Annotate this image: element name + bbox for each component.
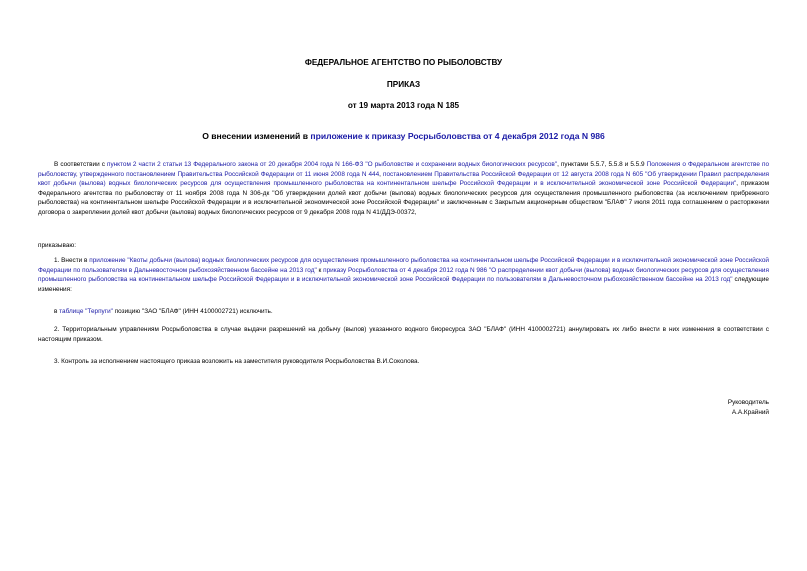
- preamble-link-resolution[interactable]: постановлением Правительства Российской Федерации от 12 августа 2008 года N 605 "Об утверждении Правил распределения квот добычи (вылова) водных биологических ресурсов для осуществления промышленного рыболовства на континентальном шельфе Российской Федерации и в исключительной экономической зоне Российской Федерации": [38, 170, 769, 187]
- item-1-text-2: к: [316, 266, 324, 274]
- item-3-paragraph: [38, 357, 769, 367]
- preamble-link-regulation[interactable]: Положения о Федеральном агентстве по рыболовству, утвержденного постановлением Правительства Российской Федерации от 11 июня 2008 года N 444: [38, 161, 769, 178]
- signature-name: А.А.Крайний: [731, 408, 769, 416]
- preamble-text-4: , приказом Федерального агентства по рыболовству от 11 ноября 2008 года N 306-дк "Об утверждении долей квот добычи (вылова) водных биологических ресурсов для осуществления промышленного рыболовства (за исключением прибрежного рыболовства) на континентальном шельфе Российской Федерации и в исключительной экономической зоне Российской Федерации" и заключенным с Закрытым акционерным обществом "БЛАФ" 7 июля 2011 года соглашением о расторжении договора о закреплении долей квот добычи (вылова) водных биологических ресурсов от 9 декабря 2008 года N 41/ДДЭ-00372,: [38, 180, 769, 216]
- item-3-text: 3. Контроль за исполнением настоящего приказа возложить на заместителя руководителя Росрыболовства В.И.Соколова.: [54, 358, 420, 365]
- agency-name: ФЕДЕРАЛЬНОЕ АГЕНТСТВО ПО РЫБОЛОВСТВУ: [304, 58, 503, 67]
- item-1-sub-paragraph: [38, 307, 769, 317]
- document-subject: [0, 131, 807, 141]
- signature-block: [728, 398, 769, 417]
- subject-link[interactable]: приложение к приказу Росрыболовства от 4 декабря 2012 года N 986: [310, 131, 605, 141]
- preamble-paragraph: [38, 160, 769, 217]
- document-date-number: от 19 марта 2013 года N 185: [347, 101, 460, 110]
- item-1-link-appendix[interactable]: приложение "Квоты добычи (вылова) водных биологических ресурсов для осуществления промышленного рыболовства на континентальном шельфе Российской Федерации и в исключительной экономической зоне Российской Федерации по пользователям в Дальневосточном рыбохозяйственном бассейне на 2013 год": [38, 257, 769, 274]
- document-type: ПРИКАЗ: [386, 80, 421, 89]
- preamble-text-3: ,: [379, 170, 383, 178]
- item-1-sub-text-2: позицию "ЗАО "БЛАФ" (ИНН 4100002721) исключить.: [112, 308, 273, 315]
- subject-prefix: О внесении изменений в: [202, 131, 311, 141]
- item-1-text-1: 1. Внести в: [54, 257, 90, 264]
- preamble-text-2: , пунктами 5.5.7, 5.5.8 и 5.5.9: [557, 161, 647, 168]
- item-2-text: 2. Территориальным управлениям Росрыболовства в случае выдачи разрешений на добычу (вылов) указанного водного биоресурса ЗАО "БЛАФ" (ИНН 4100002721) аннулировать их либо внести в них изменения в соответствии с настоящим приказом.: [38, 326, 769, 343]
- item-2-paragraph: [38, 325, 769, 344]
- signature-title: Руководитель: [727, 399, 769, 406]
- order-word: приказываю:: [38, 242, 76, 249]
- preamble-link-law[interactable]: пунктом 2 части 2 статьи 13 Федерального закона от 20 декабря 2004 года N 166-ФЗ "О рыболовстве и сохранении водных биологических ресурсов": [106, 161, 558, 168]
- preamble-text-1: В соответствии с: [54, 161, 107, 168]
- item-1-link-order[interactable]: приказу Росрыболовства от 4 декабря 2012 года N 986 "О распределении квот добычи (вылова) водных биологических ресурсов для осуществления промышленного рыболовства на континентальном шельфе Российской Федерации и в исключительной экономической зоне Российской Федерации по пользователям в Дальневосточном рыбохозяйственном бассейне на 2013 год": [38, 266, 769, 283]
- item-1-sub-text-1: в: [54, 308, 60, 315]
- item-1-paragraph: [38, 256, 769, 294]
- item-1-text-3: следующие изменения:: [38, 276, 769, 293]
- item-1-sub-link-table[interactable]: таблице "Терпуги": [59, 308, 113, 315]
